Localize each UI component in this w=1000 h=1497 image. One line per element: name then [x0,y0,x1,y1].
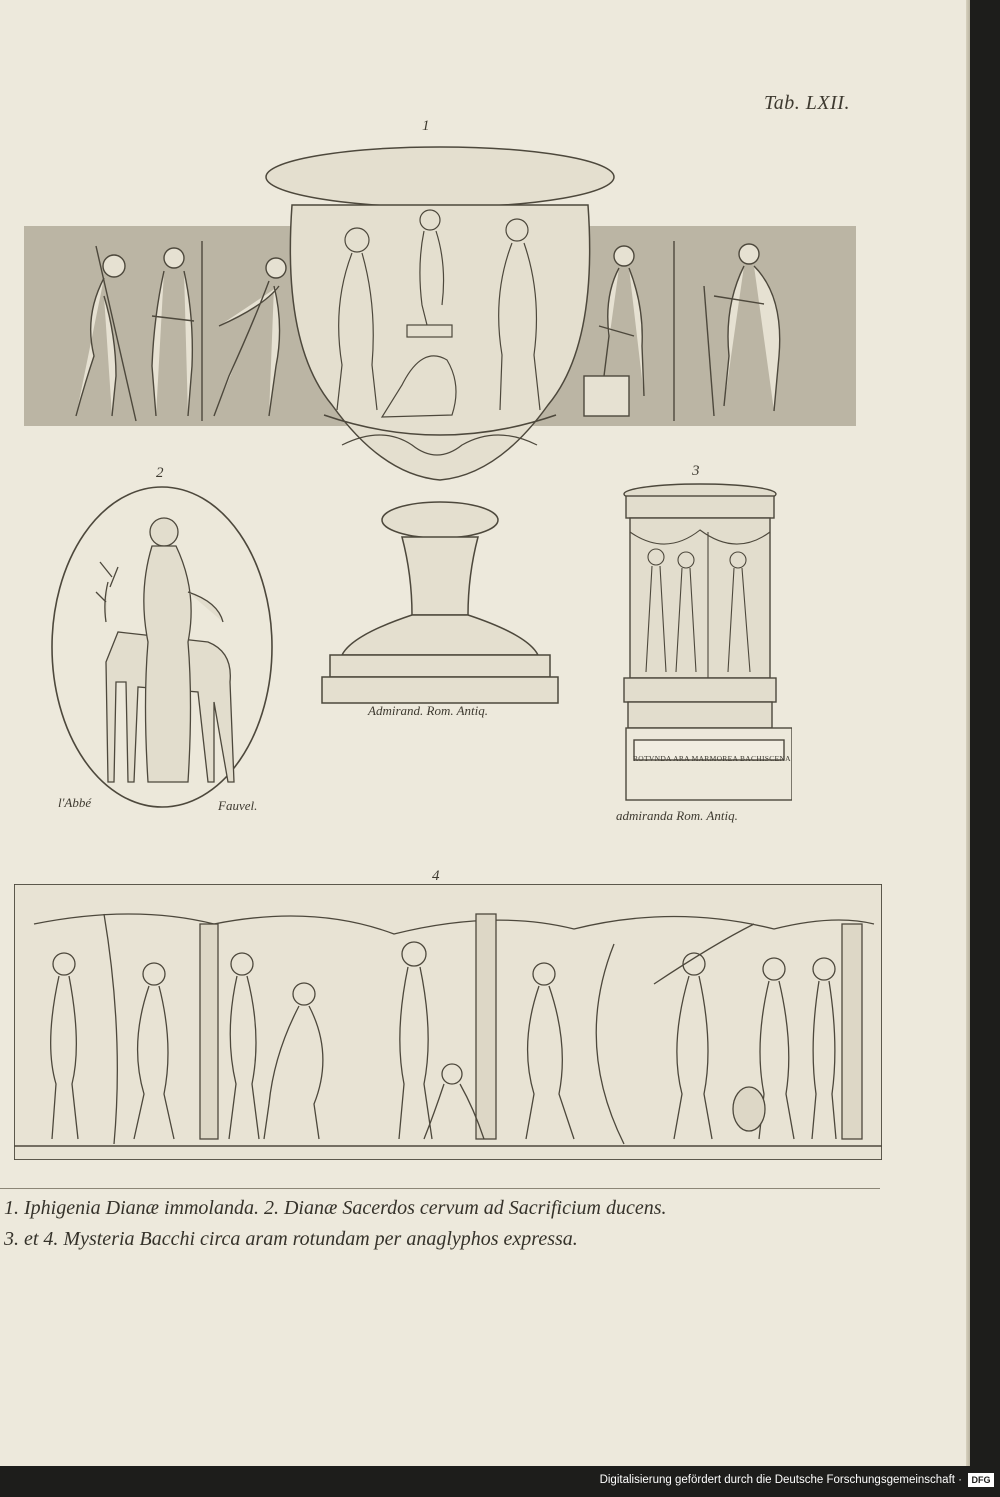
figure-1-number: 1 [422,118,430,134]
caption-line-2: 3. et 4. Mysteria Bacchi circa aram rotundam per anaglyphos expressa. [4,1228,578,1250]
figure-3-number: 3 [692,463,700,479]
digitization-footer [0,1466,1000,1497]
figure-4-number: 4 [432,868,440,884]
figure-4-bacchic-frieze [14,884,882,1160]
caption-rule [0,1188,880,1189]
page-edge [966,0,970,1466]
figure-2-credit-left: l'Abbé [58,795,92,810]
figure-2-credit-right: Fauvel. [218,798,258,813]
figure-3-credit: admiranda Rom. Antiq. [616,808,738,823]
footer-credit: Digitalisierung gefördert durch die Deutsche Forschungsgemeinschaft · [599,1474,962,1486]
caption-line-1: 1. Iphigenia Dianæ immolanda. 2. Dianæ Sacerdos cervum ad Sacrificium ducens. [4,1197,667,1219]
figure-2-oval-gem [48,482,276,812]
figure-1-credit: Admirand. Rom. Antiq. [368,703,489,718]
plate-number: Tab. LXII. [764,92,850,114]
figure-2-number: 2 [156,465,164,481]
altar-inscription: ROTVNDA ARA MARMOREA BACHISCENA [633,754,791,763]
dfg-logo[interactable]: DFG [968,1473,994,1487]
figure-1-vase [262,145,618,705]
